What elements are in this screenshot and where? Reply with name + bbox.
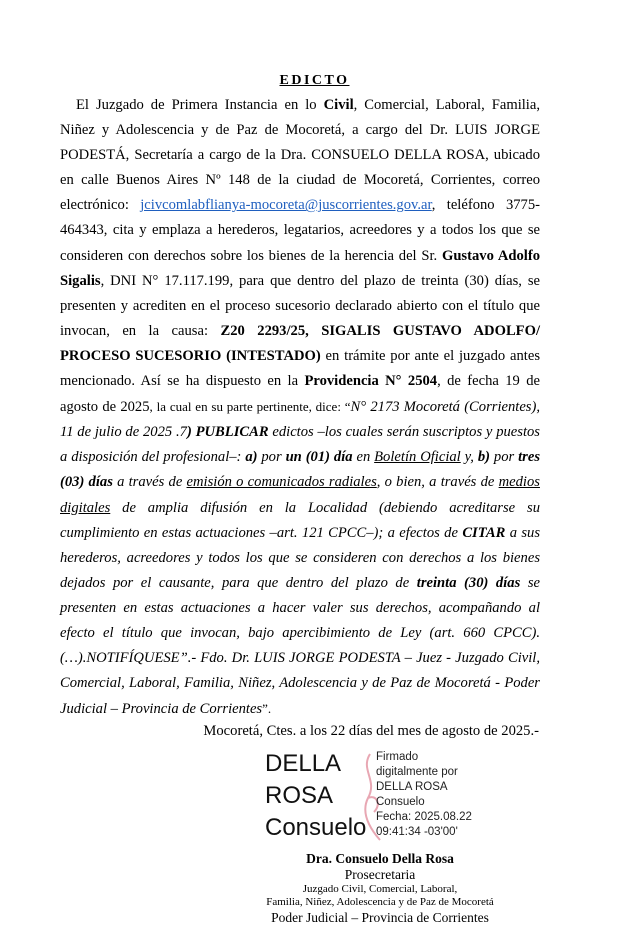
signature-name-line: Consuelo — [265, 814, 367, 841]
quote-text: a sus herederos, acreedores y todos los que se consideren con derechos a los bienes dejados por el causante, para que dentro del plazo de — [60, 524, 541, 591]
signer-role: Prosecretaria — [344, 867, 416, 882]
quote-text: en — [352, 449, 375, 466]
signature-name-line: DELLA — [265, 750, 342, 777]
body-text: en trámite por ante el juzgado antes mencionado. Así se ha dispuesto en la — [60, 347, 540, 390]
court-email-link[interactable]: jcivcomlabflianya-mocoreta@juscorrientes.gov.ar — [140, 197, 432, 214]
body-text: , la cual en su parte pertinente, dice: “ — [149, 399, 351, 415]
quote-text: N° 2173 Mocoretá (Corrientes), 11 de julio de 2025 .7 — [60, 399, 540, 441]
digital-signature — [260, 748, 520, 848]
signature-info-line: digitalmente por — [376, 766, 458, 778]
body-text: El Juzgado de Primera Instancia en lo — [76, 97, 324, 113]
body-civil: Civil — [323, 97, 354, 113]
signature-time: 09:41:34 -03'00' — [376, 826, 458, 838]
signature-info — [376, 750, 472, 840]
quote-digital-media: medios digitales — [60, 474, 540, 516]
quote-publicar: ) PUBLICAR — [186, 424, 269, 441]
quote-one-day: un (01) día — [285, 449, 353, 466]
signature-info-line: DELLA ROSA — [376, 781, 448, 793]
body-text: , Comercial, Laboral, Familia, Niñez y Adolescencia y de Paz de Mocoretá, a cargo del Dr. LUIS JORGE PODESTÁ, Secretaría a cargo de la Dra. CONSUELO DELLA ROSA, ubicado en calle Buenos Aires Nº 148 de la ciudad de Mocoretá, Corrientes, correo electrónico: — [60, 97, 540, 214]
edict-title — [0, 71, 623, 89]
body-text: , teléfono 3775-464343, cita y emplaza a herederos, legatarios, acreedores y a todos los que se consideren con derechos sobre los bienes de la herencia del Sr. — [60, 197, 540, 264]
edict-body — [60, 93, 540, 722]
quote-citar: CITAR — [462, 524, 506, 541]
case-title: Z20 2293/25, SIGALIS GUSTAVO ADOLFO/ PROCESO SUCESORIO (INTESTADO) — [60, 322, 540, 364]
quote-text: a través de — [112, 474, 187, 491]
quote-radio: emisión o comunicados radiales — [186, 474, 377, 491]
quote-signature-text: (…).NOTIFÍQUESE”.- Fdo. Dr. LUIS JORGE PODESTA – Juez - Juzgado Civil, Comercial, Laboral, Familia, Niñez, Adolescencia y de Paz de Mocoretá - Poder Judicial – Provincia de Corrientes — [60, 650, 540, 718]
dateline: Mocoretá, Ctes. a los 22 días del mes de agosto de 2025.- — [203, 723, 539, 739]
quote-text: y, — [460, 449, 478, 466]
quote-three-days: tres (03) días — [60, 449, 540, 491]
quote-text: edictos –los cuales serán suscriptos y puestos a disposición del profesional–: — [60, 424, 540, 466]
signature-date: Fecha: 2025.08.22 — [376, 811, 472, 823]
deceased-name: Gustavo Adolfo Sigalis — [60, 247, 540, 289]
body-text: , DNI N° 17.117.199, para que dentro del plazo de treinta (30) días, se presenten y acrediten en el proceso sucesorio declarado abierto con el título que invocan, en la causa: — [60, 272, 540, 339]
quote-text: por — [490, 449, 519, 466]
institution: Poder Judicial – Provincia de Corrientes — [271, 910, 489, 925]
providencia-number: Providencia N° 2504 — [304, 373, 438, 390]
court-line-1: Juzgado Civil, Comercial, Laboral, — [302, 883, 458, 895]
court-line-2: Familia, Niñez, Adolescencia y de Paz de Mocoretá — [266, 896, 494, 908]
edict-title-text: EDICTO — [279, 73, 350, 88]
body-text: , de fecha 19 de agosto de 2025 — [60, 373, 540, 416]
quote-text: se presenten en estas actuaciones a hacer valer sus derechos, acompañando al efecto el título que invocan, bajo apercibimiento de Ley (art. 660 CPCC). — [60, 574, 540, 641]
quote-text: de amplia difusión en la Localidad (debiendo acreditarse su cumplimiento en estas actuaciones –art. 121 CPCC–); a efectos de — [60, 499, 540, 541]
quote-item-b: b) — [477, 449, 491, 466]
quote-text: por — [257, 449, 286, 466]
quote-thirty-days: treinta (30) días — [416, 574, 521, 591]
signature-info-line: Consuelo — [376, 796, 425, 808]
quote-text: , o bien, a través de — [376, 474, 499, 491]
signature-name-line: ROSA — [265, 782, 334, 809]
quote-close: ”. — [262, 701, 272, 717]
quote-boletin-oficial: Boletín Oficial — [374, 449, 461, 466]
quote-item-a: a) — [245, 449, 258, 466]
signer-name: Dra. Consuelo Della Rosa — [306, 851, 454, 866]
signature-info-line: Firmado — [376, 751, 419, 763]
signature-name — [265, 748, 366, 844]
